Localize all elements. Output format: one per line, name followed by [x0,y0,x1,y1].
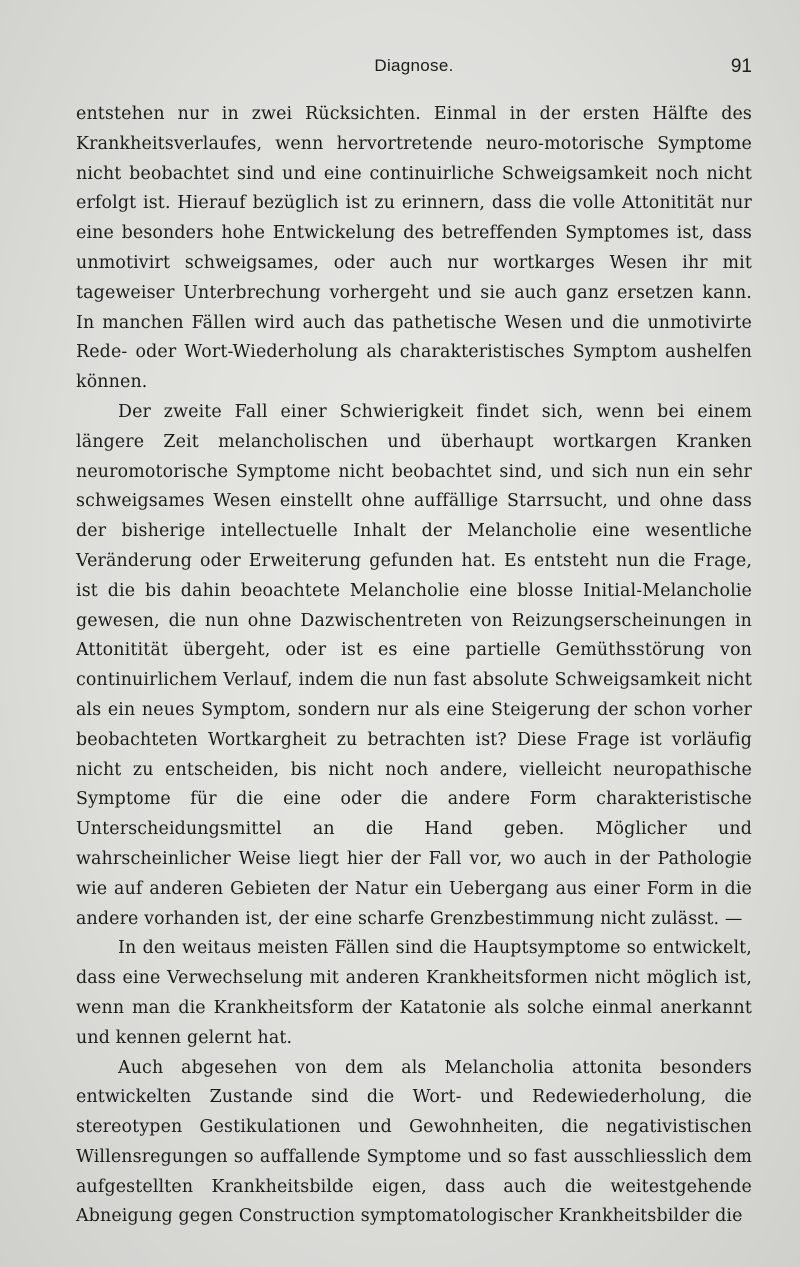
paragraph-1: entstehen nur in zwei Rücksichten. Einmal in der ersten Hälfte des Krankheitsverlaufes, wenn hervortretende neuro-motorische Symptome nicht beobachtet sind und eine continuirliche Schweigsamkeit noch nicht erfolgt ist. Hierauf bezüglich ist zu erinnern, dass die volle Attonitität nur eine besonders hohe Entwickelung des betreffenden Symptomes ist, dass unmotivirt schweigsames, oder auch nur wortkarges Wesen ihr mit tageweiser Unterbrechung vorhergeht und sie auch ganz ersetzen kann. In manchen Fällen wird auch das pathetische Wesen und die unmotivirte Rede- oder Wort-Wiederholung als charakteristisches Symptom aushelfen können. [76,104,752,393]
paragraph-2: Der zweite Fall einer Schwierigkeit findet sich, wenn bei einem längere Zeit melancholischen und überhaupt wortkargen Kranken neuromotorische Symptome nicht beobachtet sind, und sich nun ein sehr schweigsames Wesen einstellt ohne auffällige Starrsucht, und ohne dass der bisherige intellectuelle Inhalt der Melancholie eine wesentliche Veränderung oder Erweiterung gefunden hat. Es entsteht nun die Frage, ist die bis dahin beoachtete Melancholie eine blosse Initial-Melancholie gewesen, die nun ohne Dazwischentreten von Reizungserscheinungen in Attonitität übergeht, oder ist es eine partielle Gemüthsstörung von continuirlichem Verlauf, indem die nun fast absolute Schweigsamkeit nicht als ein neues Symptom, sondern nur als eine Steigerung der schon vorher beobachteten Wortkargheit zu betrachten ist? Diese Frage ist vorläufig nicht zu entscheiden, bis nicht noch andere, vielleicht neuropathische Symptome für die eine oder die andere Form charakteristische Unterscheidungsmittel an die Hand geben. Möglicher und wahrscheinlicher Weise liegt hier der Fall vor, wo auch in der Pathologie wie auf anderen Gebieten der Natur ein Uebergang aus einer Form in die andere vorhanden ist, der eine scharfe Grenzbestimmung nicht zulässt. — [76,401,752,929]
running-head: Diagnose. [374,56,454,75]
page-number: 91 [730,56,752,77]
paragraph-4: Auch abgesehen von dem als Melancholia attonita besonders entwickelten Zustande sind die Wort- und Redewiederholung, die stereotypen Gestikulationen und Gewohnheiten, die negativistischen Willensregungen so auffallende Symptome und so fast ausschliesslich dem aufgestellten Krankheitsbilde eigen, dass auch die weitestgehende Abneigung gegen Construction symptomatologischer Krankheitsbilder die [76,1057,752,1227]
page-header [76,56,752,86]
paragraph-3: In den weitaus meisten Fällen sind die Hauptsymptome so entwickelt, dass eine Verwechselung mit anderen Krankheitsformen nicht möglich ist, wenn man die Krankheitsform der Katatonie als solche einmal anerkannt und kennen gelernt hat. [76,938,752,1048]
body-text [76,100,752,1232]
